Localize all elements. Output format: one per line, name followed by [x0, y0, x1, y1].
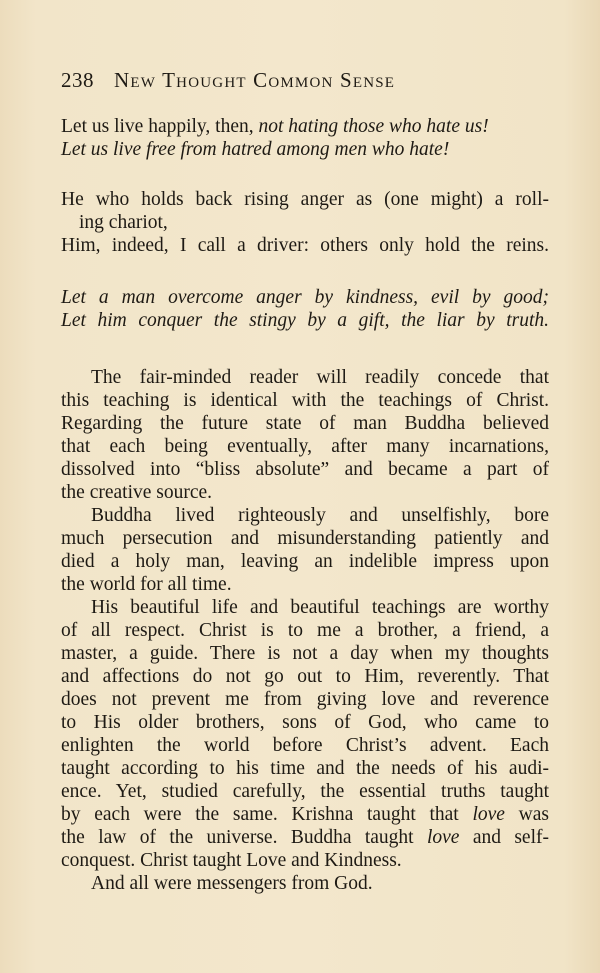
body-text: by each were the same. Krishna taught that — [61, 804, 473, 825]
body-text: the law of the universe. Buddha taught — [61, 827, 427, 848]
body-line: The fair-minded reader will readily concede that — [91, 367, 549, 388]
quote-line: Let us live free from hatred among men who hate! — [61, 139, 450, 160]
body-line: died a holy man, leaving an indelible impress upon — [61, 551, 549, 572]
body-line — [61, 803, 549, 826]
book-title: New Thought Common Sense — [114, 68, 396, 92]
page-number: 238 — [61, 68, 94, 92]
body-line: And all were messengers from God. — [91, 873, 373, 894]
quote-line: Let a man overcome anger by kindness, evil by good; — [61, 287, 549, 308]
body-line: of all respect. Christ is to me a brother, a friend, a — [61, 620, 549, 641]
body-line: the world for all time. — [61, 574, 232, 595]
body-line: master, a guide. There is not a day when my thoughts — [61, 643, 549, 664]
body-line: ence. Yet, studied carefully, the essential truths taught — [61, 781, 549, 802]
body-line: does not prevent me from giving love and reverence — [61, 689, 549, 710]
body-text: and self- — [459, 827, 549, 848]
quote-kindness — [61, 286, 549, 332]
paragraph-4 — [61, 872, 549, 895]
quote-line — [61, 115, 549, 138]
body-line: His beautiful life and beautiful teachings are worthy — [91, 597, 549, 618]
quote-anger — [61, 188, 549, 257]
quote-line: He who holds back rising anger as (one might) a roll- — [61, 189, 549, 210]
quote-line: Let him conquer the stingy by a gift, the liar by truth. — [61, 310, 549, 331]
body-line: that each being eventually, after many incarnations, — [61, 436, 549, 457]
emphasis-love: love — [472, 804, 505, 825]
body-line: to His older brothers, sons of God, who came to — [61, 712, 549, 733]
paragraph-1 — [61, 366, 549, 504]
body-text: was — [504, 804, 549, 825]
body-line: and affections do not go out to Him, reverently. That — [61, 666, 549, 687]
body-line: much persecution and misunderstanding patiently and — [61, 528, 549, 549]
body-line: taught according to his time and the needs of his audi- — [61, 758, 549, 779]
quote-line-plain: Let us live happily, then, — [61, 116, 259, 137]
quote-line-italic: not hating those who hate us! — [258, 116, 489, 137]
body-line: the creative source. — [61, 482, 213, 503]
body-line: conquest. Christ taught Love and Kindness. — [61, 850, 402, 871]
running-head — [61, 68, 541, 98]
paragraph-3 — [61, 596, 549, 872]
quote-line: Him, indeed, I call a driver: others only hold the reins. — [61, 235, 549, 256]
quote-line: ing chariot, — [79, 212, 168, 233]
emphasis-love: love — [426, 827, 460, 848]
body-line: enlighten the world before Christ’s advent. Each — [61, 735, 549, 756]
body-line: dissolved into “bliss absolute” and became a part of — [61, 459, 549, 480]
paragraph-2 — [61, 504, 549, 596]
body-line: Regarding the future state of man Buddha believed — [61, 413, 549, 434]
body-line: this teaching is identical with the teachings of Christ. — [61, 390, 549, 411]
body-line: Buddha lived righteously and unselfishly, bore — [91, 505, 549, 526]
body-line — [61, 826, 549, 849]
quote-happily — [61, 115, 549, 161]
